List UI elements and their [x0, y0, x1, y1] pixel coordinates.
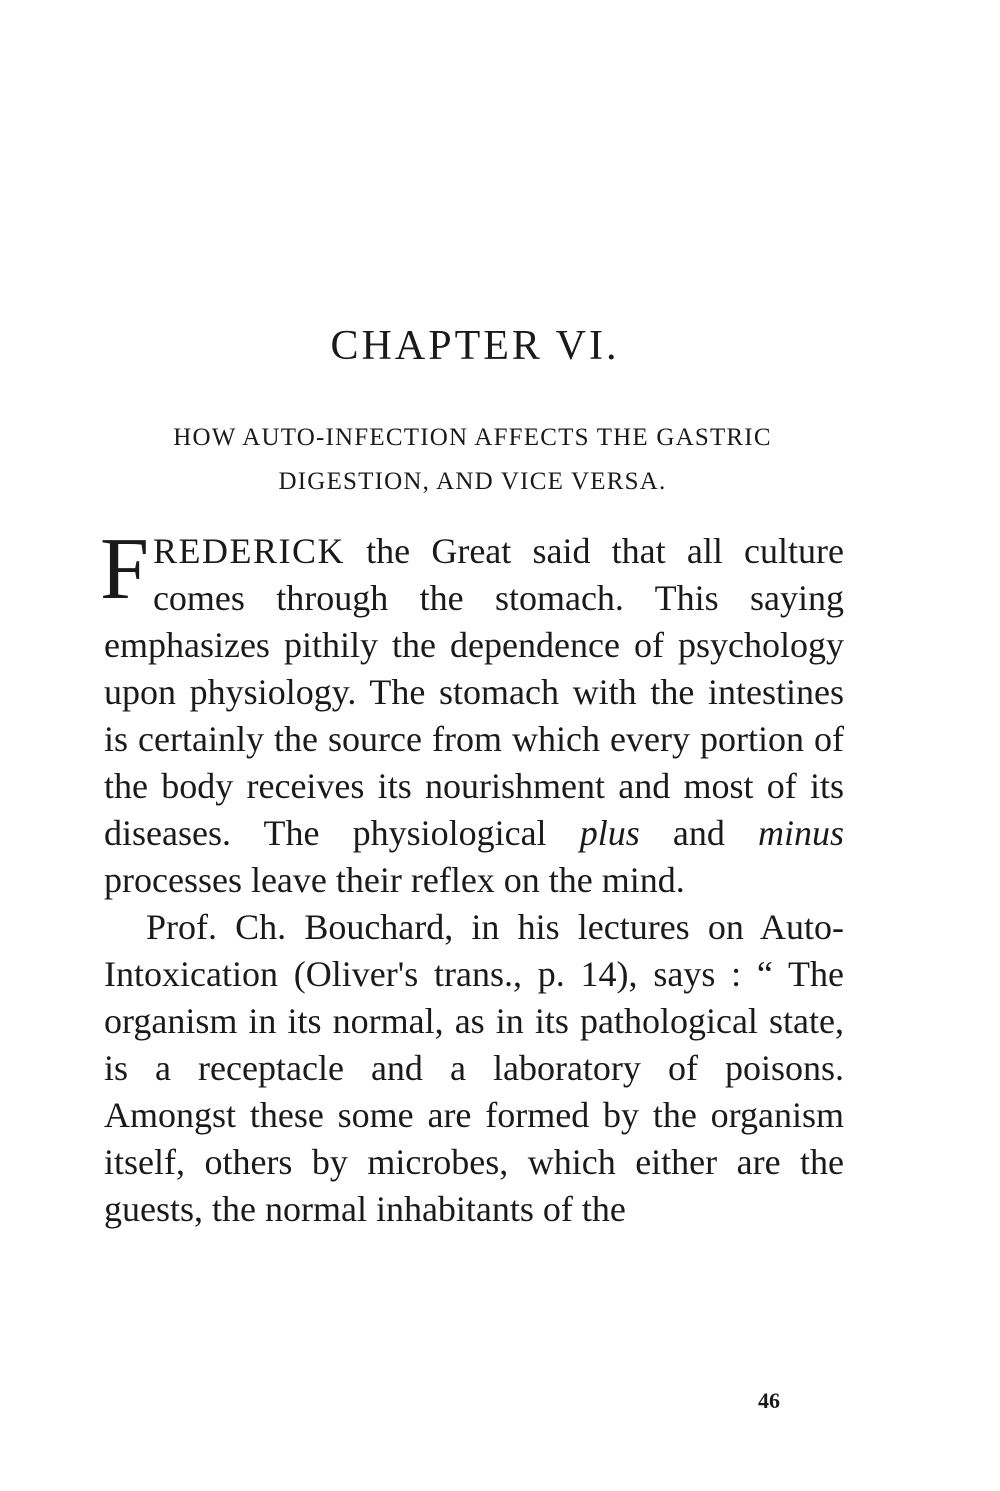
chapter-body: [100, 521, 845, 1233]
paragraph-2: Prof. Ch. Bouchard, in his lectures on Auto-Intoxication (Oliver's trans., p. 14), says : “ The organism in its normal, as in its pathological state, is a receptacle and a laboratory of poisons. Amongst these some are formed by the organism itself, others by microbes, which either are the guests, the normal inhabitants of the: [104, 907, 844, 1229]
italic-plus: plus: [579, 813, 640, 853]
page-number: 46: [758, 1388, 780, 1413]
paragraph-1-text-a: the Great said that all culture comes through the stomach. This saying emphasizes pithily the dependence of psychology upon physiology. The stomach with the intestines is certainly the source from which every portion of the body receives its nourishment and most of its diseases. The physiological: [104, 531, 844, 853]
paragraph-1-text-b: and: [639, 813, 758, 853]
paragraph-1: [100, 521, 845, 904]
chapter-title: CHAPTER VI.: [330, 323, 620, 369]
drop-cap: F: [100, 521, 149, 618]
chapter-subtitle: [100, 416, 845, 504]
italic-minus: minus: [758, 813, 845, 853]
subtitle-line-1: HOW AUTO-INFECTION AFFECTS THE GASTRIC: [173, 424, 772, 451]
paragraph-1-text-c: processes leave their reflex on the mind.: [104, 860, 685, 900]
first-word: REDERICK: [152, 531, 345, 571]
subtitle-line-2: DIGESTION, AND VICE VERSA.: [278, 468, 667, 495]
